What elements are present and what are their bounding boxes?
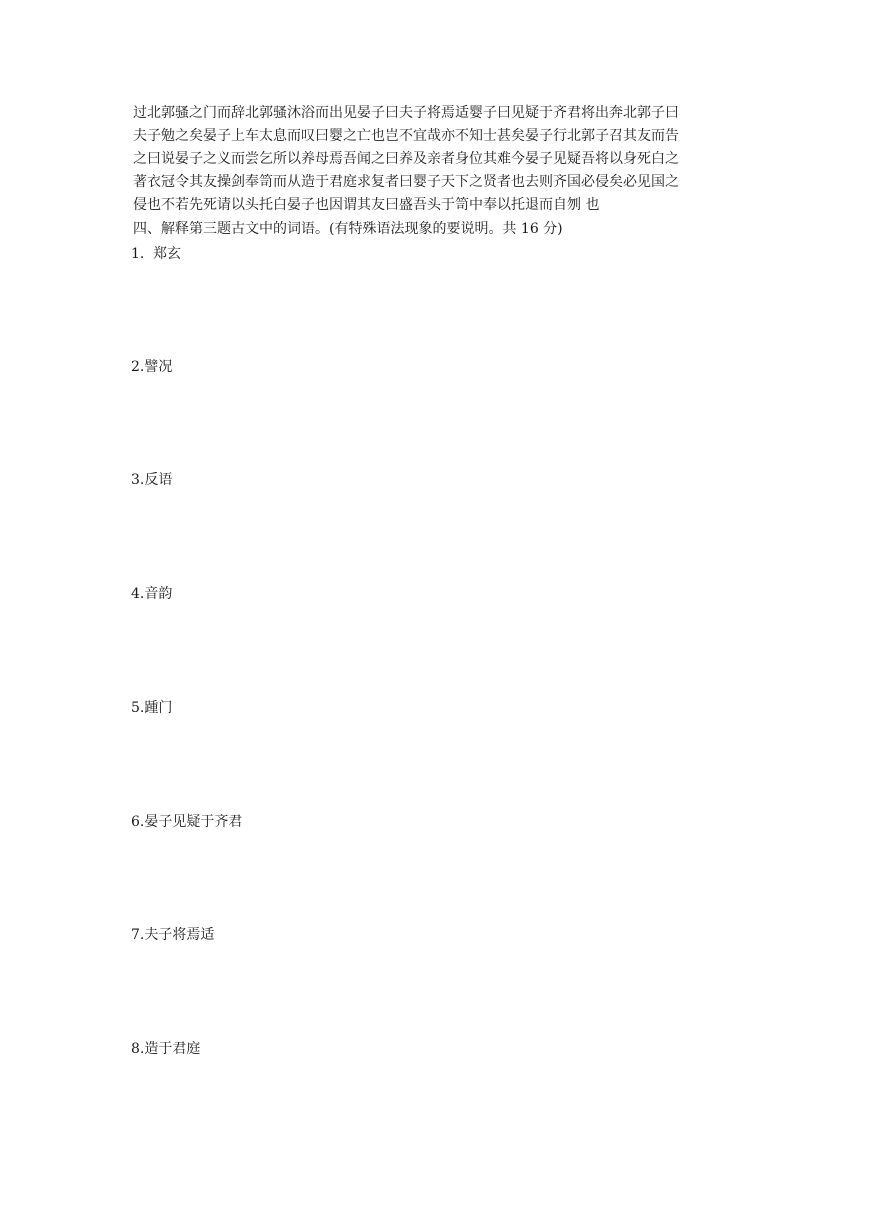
passage-line: 侵也不若先死请以头托白晏子也因谓其友曰盛吾头于笥中奉以托退而自刎 也 <box>133 197 600 213</box>
passage-line: 过北郭骚之门而辞北郭骚沐浴而出见晏子曰夫子将焉适婴子曰见疑于齐君将出奔北郭子曰 <box>133 105 679 121</box>
question-term: 譬况 <box>144 359 173 375</box>
question-item <box>131 470 172 490</box>
classical-passage <box>133 102 753 217</box>
passage-line: 著衣冠令其友操剑奉笥而从造于君庭求复者曰婴子天下之贤者也去则齐国必侵矣必见国之 <box>133 174 679 190</box>
question-item <box>131 584 172 604</box>
question-item <box>131 1039 200 1059</box>
question-term: 郑玄 <box>153 246 181 262</box>
question-term: 反语 <box>144 472 173 488</box>
question-number: 1. <box>131 246 145 262</box>
question-number: 3. <box>131 472 145 488</box>
question-number: 2. <box>131 359 145 375</box>
question-number: 4. <box>131 586 145 602</box>
question-item <box>131 244 181 264</box>
question-term: 夫子将焉适 <box>144 927 215 943</box>
question-term: 造于君庭 <box>144 1041 201 1057</box>
question-term: 晏子见疑于齐君 <box>144 814 243 830</box>
section-heading: 四、解释第三题古文中的词语。(有特殊语法现象的要说明。共 16 分) <box>133 221 563 237</box>
question-item <box>131 812 242 832</box>
question-item <box>131 925 214 945</box>
question-item <box>131 698 172 718</box>
question-item <box>131 357 172 377</box>
passage-line: 夫子勉之矣晏子上车太息而叹曰婴之亡也岂不宜哉亦不知士甚矣晏子行北郭子召其友而告 <box>133 128 679 144</box>
question-term: 音韵 <box>144 586 173 602</box>
question-number: 6. <box>131 814 145 830</box>
question-number: 7. <box>131 927 145 943</box>
passage-line: 之曰说晏子之义而尝乞所以养母焉吾闻之曰养及亲者身位其难今晏子见疑吾将以身死白之 <box>133 151 679 167</box>
question-term: 踵门 <box>144 700 173 716</box>
question-number: 5. <box>131 700 145 716</box>
question-number: 8. <box>131 1041 145 1057</box>
